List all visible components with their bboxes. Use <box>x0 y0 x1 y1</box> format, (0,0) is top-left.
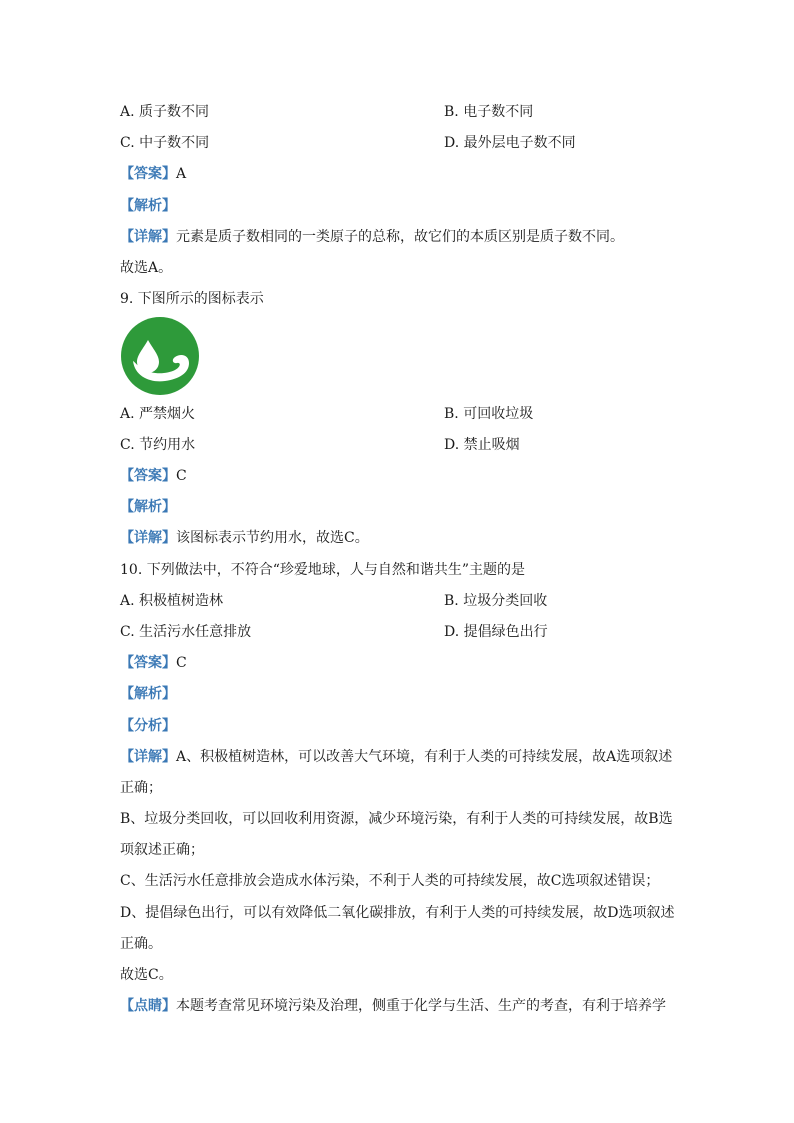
q10-answer: 【答案】C <box>120 655 187 671</box>
q10-conclusion: 故选C。 <box>120 967 173 983</box>
q8-option-d: D. 最外层电子数不同 <box>444 135 576 151</box>
q10-detail-line: 正确。 <box>120 936 162 952</box>
q10-detail-line: 正确； <box>120 780 162 796</box>
q9-answer: 【答案】C <box>120 468 187 484</box>
q9-option-b: B. 可回收垃圾 <box>444 406 534 422</box>
q8-detail: 【详解】元素是质子数相同的一类原子的总称，故它们的本质区别是质子数不同。 <box>120 229 624 245</box>
q10-detail-line: 项叙述正确； <box>120 842 204 858</box>
q10-detail-line: D、提倡绿色出行，可以有效降低二氧化碳排放，有利于人类的可持续发展，故D选项叙述 <box>120 905 675 921</box>
q10-fenxi-label: 【分析】 <box>120 718 176 734</box>
q8-option-c: C. 中子数不同 <box>120 135 210 151</box>
q10-stem: 10. 下列做法中，不符合“珍爱地球，人与自然和谐共生”主题的是 <box>120 562 526 578</box>
q10-detail-line: 【详解】A、积极植树造林，可以改善大气环境，有利于人类的可持续发展，故A选项叙述 <box>120 749 673 765</box>
q9-detail: 【详解】该图标表示节约用水，故选C。 <box>120 530 369 546</box>
q8-conclusion: 故选A。 <box>120 260 173 276</box>
q10-comment: 【点睛】本题考查常见环境污染及治理，侧重于化学与生活、生产的考查，有利于培养学 <box>120 998 666 1014</box>
q10-option-a: A. 积极植树造林 <box>120 593 224 609</box>
q9-option-c: C. 节约用水 <box>120 437 196 453</box>
q9-stem: 9. 下图所示的图标表示 <box>120 291 264 307</box>
q10-detail-line: C、生活污水任意排放会造成水体污染，不利于人类的可持续发展，故C选项叙述错误； <box>120 873 660 889</box>
q8-analysis-label: 【解析】 <box>120 198 176 214</box>
q9-option-a: A. 严禁烟火 <box>120 406 196 422</box>
q9-option-d: D. 禁止吸烟 <box>444 437 520 453</box>
q10-option-d: D. 提倡绿色出行 <box>444 624 548 640</box>
q10-analysis-label: 【解析】 <box>120 686 176 702</box>
q10-option-c: C. 生活污水任意排放 <box>120 624 252 640</box>
q9-analysis-label: 【解析】 <box>120 499 176 515</box>
q8-option-b: B. 电子数不同 <box>444 104 534 120</box>
q10-option-b: B. 垃圾分类回收 <box>444 593 548 609</box>
water-saving-icon <box>121 317 199 395</box>
q10-detail-line: B、垃圾分类回收，可以回收利用资源，减少环境污染，有利于人类的可持续发展，故B选 <box>120 811 673 827</box>
q8-option-a: A. 质子数不同 <box>120 104 210 120</box>
q8-answer: 【答案】A <box>120 166 187 182</box>
